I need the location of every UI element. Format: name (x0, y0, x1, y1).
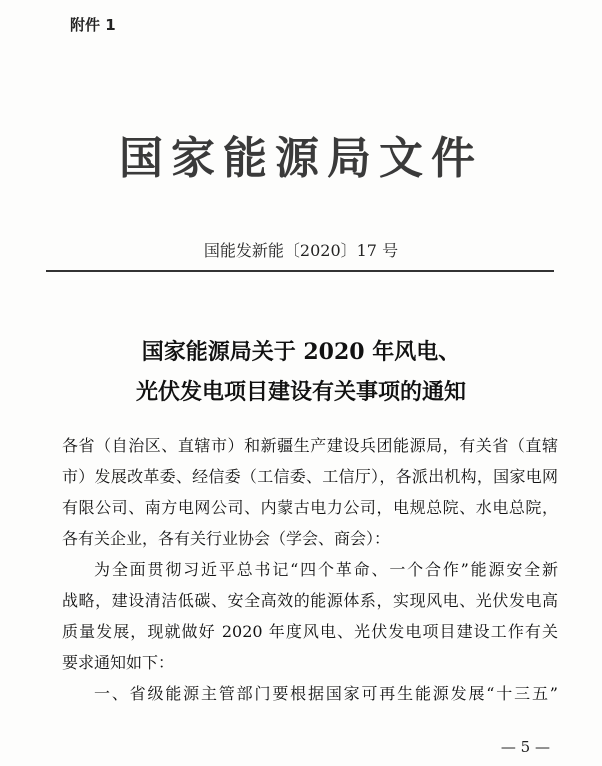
paragraph-line: 战略，建设清洁低碳、安全高效的能源体系，实现风电、光伏发电高 (62, 591, 558, 610)
addressee-line: 有限公司、南方电网公司、内蒙古电力公司，电规总院、水电总院， (62, 498, 558, 517)
paragraph-2 (62, 678, 558, 709)
document-number: 国能发新能〔2020〕17 号 (203, 241, 399, 260)
addressee-block (62, 430, 558, 554)
title-line-1: 国家能源局关于 2020 年风电、 (141, 339, 461, 365)
paragraph-line: 要求通知如下： (62, 653, 175, 672)
page-number: — 5 — (500, 738, 550, 756)
paragraph-line: 质量发展，现就做好 2020 年度风电、光伏发电项目建设工作有关 (62, 622, 558, 641)
addressee-line: 市）发展改革委、经信委（工信委、工信厅），各派出机构，国家电网 (62, 467, 558, 486)
paragraph-line: 一、省级能源主管部门要根据国家可再生能源发展“十三五” (94, 684, 558, 703)
header-divider (46, 270, 554, 272)
title-line-2: 光伏发电项目建设有关事项的通知 (135, 379, 466, 405)
document-title (0, 332, 602, 412)
addressee-line: 各有关企业，各有关行业协会（学会、商会）： (62, 529, 391, 548)
paragraph-line: 为全面贯彻习近平总书记“四个革命、一个合作”能源安全新 (94, 560, 558, 579)
paragraph-1 (62, 554, 558, 678)
document-body (62, 430, 558, 709)
attachment-label: 附件 1 (70, 16, 116, 34)
document-header: 国家能源局文件 (119, 133, 483, 184)
addressee-line: 各省（自治区、直辖市）和新疆生产建设兵团能源局，有关省（直辖 (62, 436, 558, 455)
